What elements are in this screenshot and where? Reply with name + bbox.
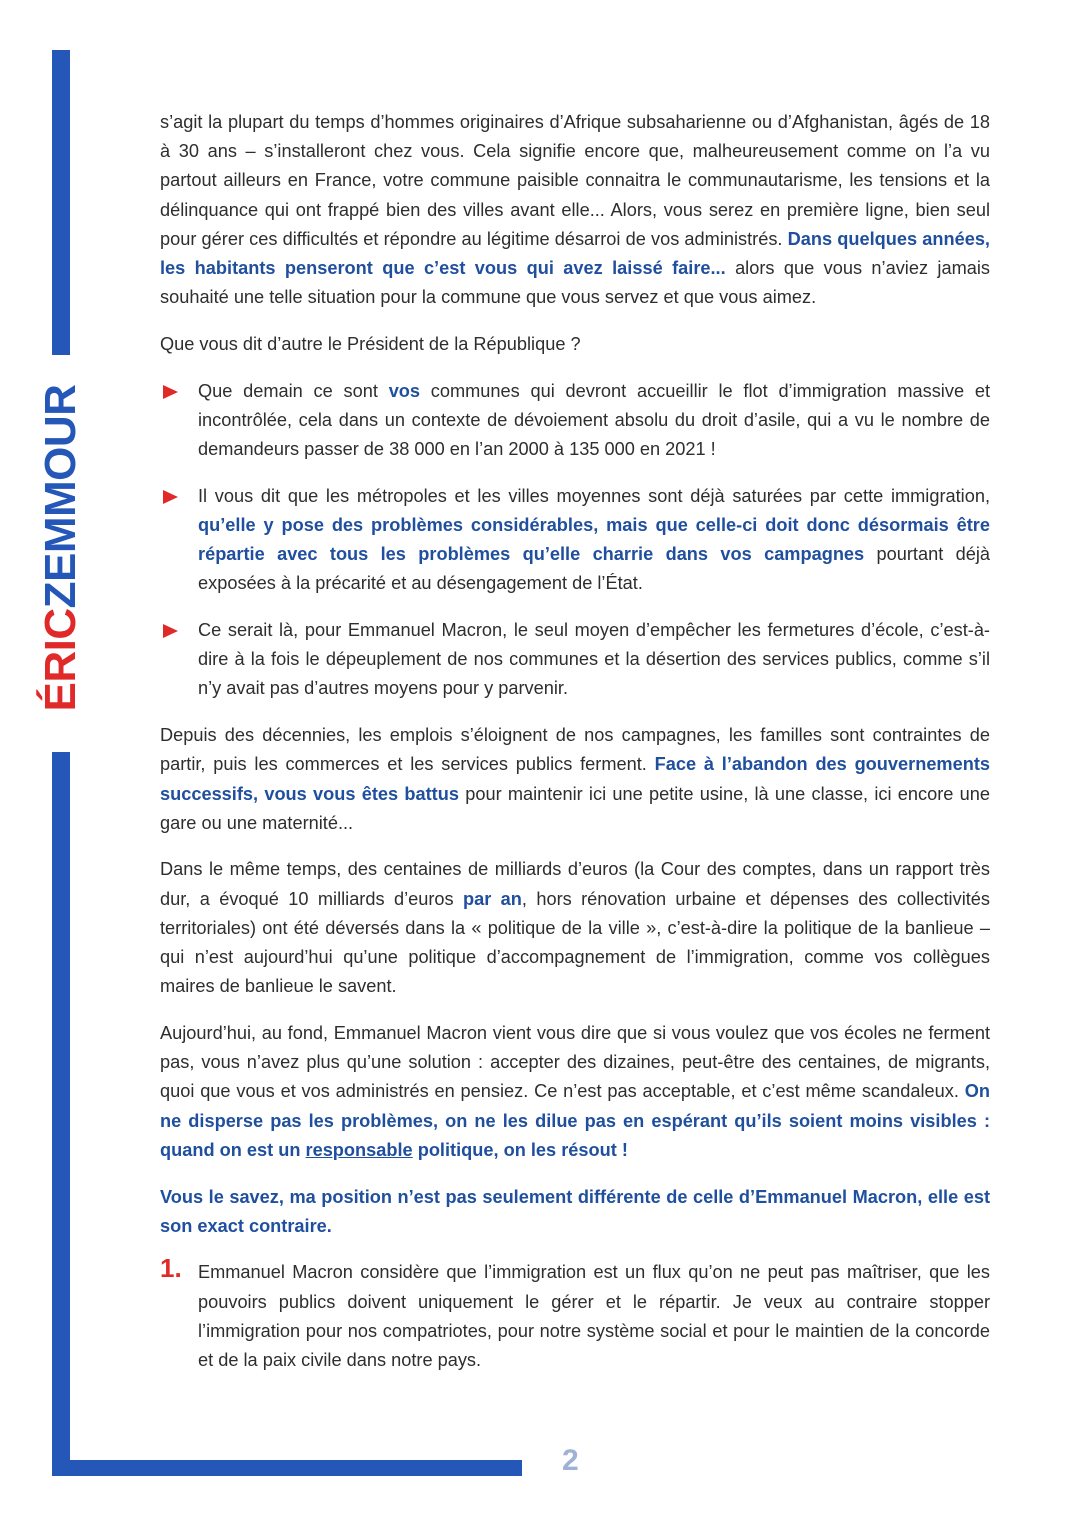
emphasis: On ne disperse pas les problèmes, on ne les dilue pas en espérant qu’ils soient moins visibles : quand on est un [160,1081,990,1160]
bullet-item: Il vous dit que les métropoles et les villes moyennes sont déjà saturées par cette immigration, qu’elle y pose des problèmes considérables, mais que celle-ci doit donc désormais être répartie avec tous les problèmes qu’elle charrie dans vos campagnes pourtant déjà exposées à la précarité et au désengagement de l’État. [160,482,990,599]
bullet-item: Ce serait là, pour Emmanuel Macron, le seul moyen d’empêcher les fermetures d’école, c’est-à-dire à la fois le dépeuplement de nos communes et la désertion des services publics, comme s’il n’y avait pas d’autres moyens pour y parvenir. [160,616,990,704]
emphasis: politique, on les résout ! [412,1139,628,1160]
paragraph-4: Dans le même temps, des centaines de milliards d’euros (la Cour des comptes, dans un rapport très dur, a évoqué 10 milliards d’euros par an, hors rénovation urbaine et dépenses des collectivités territoriales) ont été déversés dans la « politique de la ville », c’est-à-dire la politique de la banlieue – qui n’est aujourd’hui qu’une politique d’accompagnement de l’immigration, comme vos collègues maires de banlieue le savent. [160,859,990,997]
brand-first-name: ÉRIC [36,608,85,712]
bullet-arrow-icon [163,385,178,399]
paragraph-3: Depuis des décennies, les emplois s’éloignent de nos campagnes, les familles sont contraintes de partir, puis les commerces et les services publics ferment. Face à l’abandon des gouvernements successifs, vous vous êtes battus pour maintenir ici une petite usine, là une classe, ici encore une gare ou une maternité... [160,725,991,833]
brand-last-name: ZEMMOUR [36,384,85,609]
brand-logo [36,385,86,712]
item-number: 1. [160,1253,182,1284]
paragraph-6: Vous le savez, ma position n’est pas seulement différente de celle d’Emmanuel Macron, elle est son exact contraire. [160,1186,990,1236]
bottom-border-bar [52,1460,522,1476]
bullet-item: Que demain ce sont vos communes qui devront accueillir le flot d’immigration massive et incontrôlée, cela dans un contexte de dévoiement absolu du droit d’asile, qui a vu le nombre de demandeurs passer de 38 000 en l’an 2000 à 135 000 en 2021 ! [160,377,990,465]
numbered-item: 1. Emmanuel Macron considère que l’immigration est un flux qu’on ne peut pas maîtriser, que les pouvoirs publics doivent uniquement le gérer et le répartir. Je veux au contraire stopper l’immigration pour nos compatriotes, pour notre système social et pour le maintien de la concorde et de la paix civile dans notre pays. [160,1253,990,1371]
emphasis: Face à l’abandon des gouvernements successifs, vous vous êtes battus [160,754,990,804]
emphasis-underlined: responsable [305,1139,413,1160]
page-number: 2 [562,1444,579,1477]
bullet-arrow-icon [163,490,178,504]
emphasis: Dans quelques années, les habitants penseront que c’est vous qui avez laissé faire... [160,228,990,279]
paragraph-2: Que vous dit d’autre le Président de la République ? [160,333,581,354]
letter-body [160,108,990,1393]
left-border-bar-bottom [52,752,70,1476]
left-border-bar-top [52,50,70,355]
bullet-arrow-icon [163,624,178,638]
emphasis: vos [388,380,421,401]
emphasis: qu’elle y pose des problèmes considérables, mais que celle-ci doit donc désormais être répartie avec tous les problèmes qu’elle charrie dans vos campagnes [198,514,990,565]
paragraph-1: s’agit la plupart du temps d’hommes originaires d’Afrique subsaharienne ou d’Afghanistan, âgés de 18 à 30 ans – s’installeront chez vous. Cela signifie encore que, malheureusement comme on l’a vu partout ailleurs en France, votre commune paisible connaitra le communautarisme, les tensions et la délinquance qui ont frappé bien des villes avant elle... Alors, vous serez en première ligne, bien seul pour gérer ces difficultés et répondre au légitime désarroi de vos administrés. Dans quelques années, les habitants penseront que c’est vous qui avez laissé faire... alors que vous n’aviez jamais souhaité une telle situation pour la commune que vous servez et que vous aimez. [160,112,990,308]
paragraph-5: Aujourd’hui, au fond, Emmanuel Macron vient vous dire que si vous voulez que vos écoles ne ferment pas, vous n’avez plus qu’une solution : accepter des dizaines, peut-être des centaines, de migrants, quoi que vous et vos administrés en pensiez. Ce n’est pas acceptable, et c’est même scandaleux. On ne disperse pas les problèmes, on ne les dilue pas en espérant qu’ils soient moins visibles : quand on est un responsable politique, on les résout ! [160,1022,990,1160]
emphasis: par an [463,888,522,909]
